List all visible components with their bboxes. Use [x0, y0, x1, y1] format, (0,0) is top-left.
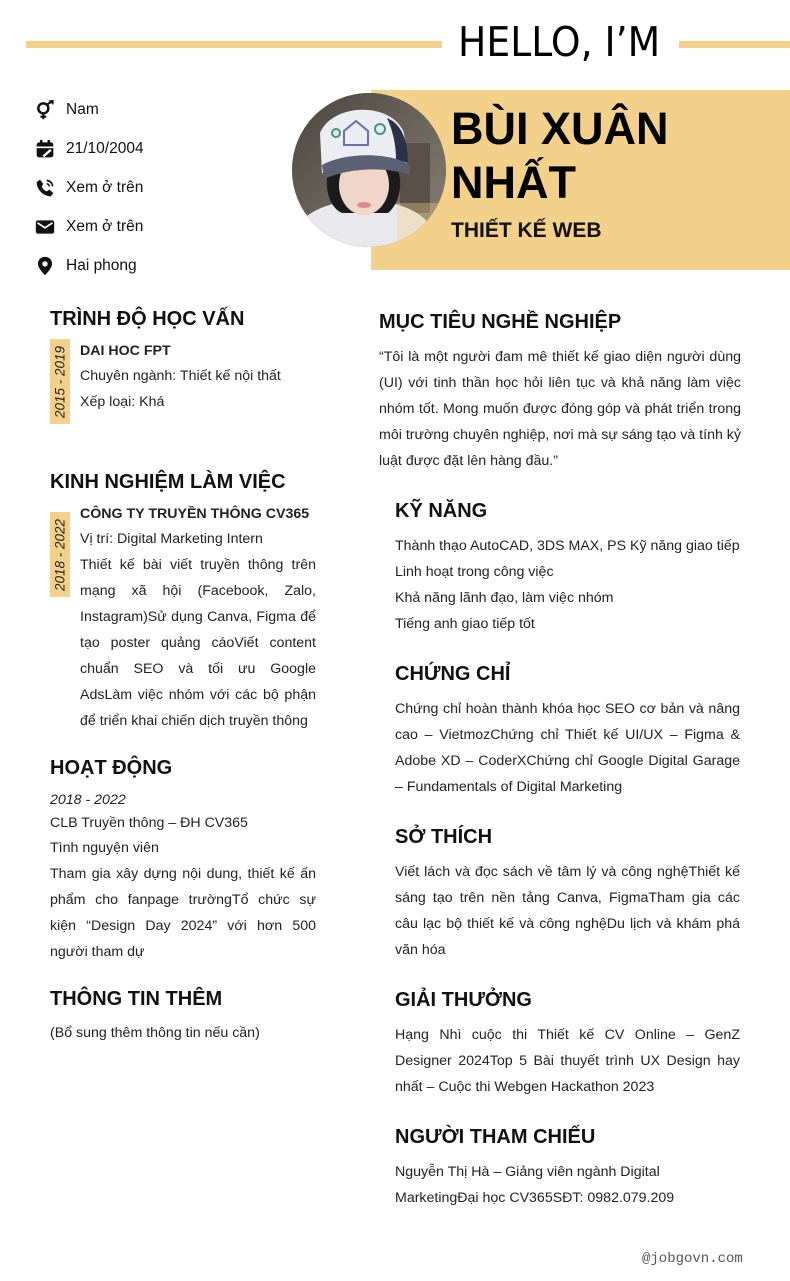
activities-org: CLB Truyền thông – ĐH CV365	[50, 815, 248, 831]
experience-period: 2018 - 2022	[52, 518, 68, 591]
hobbies-text: Viết lách và đọc sách về tâm lý và công nghệThiết kế sáng tạo trên nền tảng Canva, FigmaTham gia các câu lạc bộ thiết kế và công nghệDu lịch và khám phá văn hóa	[395, 864, 740, 958]
objective-text: “Tôi là một người đam mê thiết kế giao diện người dùng (UI) với tinh thần học hỏi liên tục và khả năng làm việc nhóm tốt. Mong muốn được đóng góp và phát triển trong môi trường chuyên nghiệp, nơi mà sự sáng tạo và tính kỷ luật được đặt lên hàng đầu.”	[379, 349, 741, 469]
certificates-text: Chứng chỉ hoàn thành khóa học SEO cơ bản và nâng cao – VietmozChứng chỉ Thiết kế UI/UX – Figma & Adobe XD – CoderXChứng chỉ Google Digital Garage – Fundamentals of Digital Marketing	[395, 701, 740, 795]
contact-birthday	[34, 129, 144, 168]
education-period-bar	[50, 339, 70, 424]
objective-title: MỤC TIÊU NGHỀ NGHIỆP	[379, 311, 622, 333]
job-title: THIẾT KẾ WEB	[451, 219, 602, 242]
education-school: DAI HOC FPT	[80, 343, 171, 359]
hobbies-title: SỞ THÍCH	[395, 826, 493, 848]
skill-item: Thành thạo AutoCAD, 3DS MAX, PS Kỹ năng giao tiếp	[395, 538, 740, 554]
activities-period: 2018 - 2022	[50, 792, 126, 808]
awards-text: Hạng Nhì cuộc thi Thiết kế CV Online – GenZ Designer 2024Top 5 Bài thuyết trình UX Design hay nhất – Cuộc thi Webgen Hackathon 2023	[395, 1027, 740, 1095]
contact-phone	[34, 168, 144, 207]
awards-title: GIẢI THƯỞNG	[395, 989, 532, 1011]
header-divider-right	[679, 41, 790, 48]
skills-title: KỸ NĂNG	[395, 500, 488, 522]
skill-item: Linh hoạt trong công việc	[395, 564, 554, 580]
calendar-icon	[34, 138, 56, 160]
experience-position: Vị trí: Digital Marketing Intern	[80, 531, 263, 547]
candidate-name: BÙI XUÂN NHẤT	[451, 103, 669, 208]
contact-list	[34, 90, 144, 285]
education-title: TRÌNH ĐỘ HỌC VẤN	[50, 308, 245, 330]
location-icon	[34, 255, 56, 277]
certificates-title: CHỨNG CHỈ	[395, 663, 511, 685]
watermark: @jobgovn.com	[642, 1251, 743, 1267]
experience-description: Thiết kế bài viết truyền thông trên mạng xã hội (Facebook, Zalo, Instagram)Sử dụng Canva, Figma để tạo poster quảng cáoViết content chuẩn SEO và tối ưu Google AdsLàm việc nhóm với các bộ phận để triển khai chiến dịch truyền thông	[80, 557, 316, 729]
contact-email	[34, 207, 144, 246]
gender-icon	[34, 99, 56, 121]
experience-company: CÔNG TY TRUYỀN THÔNG CV365	[80, 506, 310, 522]
contact-location	[34, 246, 144, 285]
experience-title: KINH NGHIỆM LÀM VIỆC	[50, 471, 286, 493]
activities-description: Tham gia xây dựng nội dung, thiết kế ấn phẩm cho fanpage trườngTổ chức sự kiện “Design Day 2024” với hơn 500 người tham dự	[50, 866, 316, 960]
extra-text: (Bổ sung thêm thông tin nếu cần)	[50, 1025, 260, 1041]
birthday-text: 21/10/2004	[66, 139, 144, 157]
education-major: Chuyên ngành: Thiết kế nội thất	[80, 368, 281, 384]
skill-item: Khả năng lãnh đạo, làm việc nhóm	[395, 590, 614, 606]
greeting-heading: HELLO, I’M	[458, 18, 661, 66]
location-text: Hai phong	[66, 256, 137, 274]
gender-text: Nam	[66, 100, 99, 118]
skill-item: Tiếng anh giao tiếp tốt	[395, 616, 535, 632]
phone-icon	[34, 177, 56, 199]
email-text[interactable]: Xem ở trên	[66, 217, 144, 235]
experience-period-bar	[50, 512, 70, 597]
contact-gender	[34, 90, 144, 129]
references-text: Nguyễn Thị Hà – Giảng viên ngành Digital MarketingĐại học CV365SĐT: 0982.079.209	[395, 1164, 675, 1206]
activities-title: HOẠT ĐỘNG	[50, 757, 173, 779]
profile-photo	[292, 93, 446, 247]
email-icon	[34, 216, 56, 238]
activities-role: Tình nguyện viên	[50, 840, 159, 856]
header-divider-left	[26, 41, 442, 48]
extra-title: THÔNG TIN THÊM	[50, 988, 223, 1010]
phone-text[interactable]: Xem ở trên	[66, 178, 144, 196]
education-period: 2015 - 2019	[52, 345, 68, 418]
references-title: NGƯỜI THAM CHIẾU	[395, 1126, 596, 1148]
education-rank: Xếp loại: Khá	[80, 394, 165, 410]
